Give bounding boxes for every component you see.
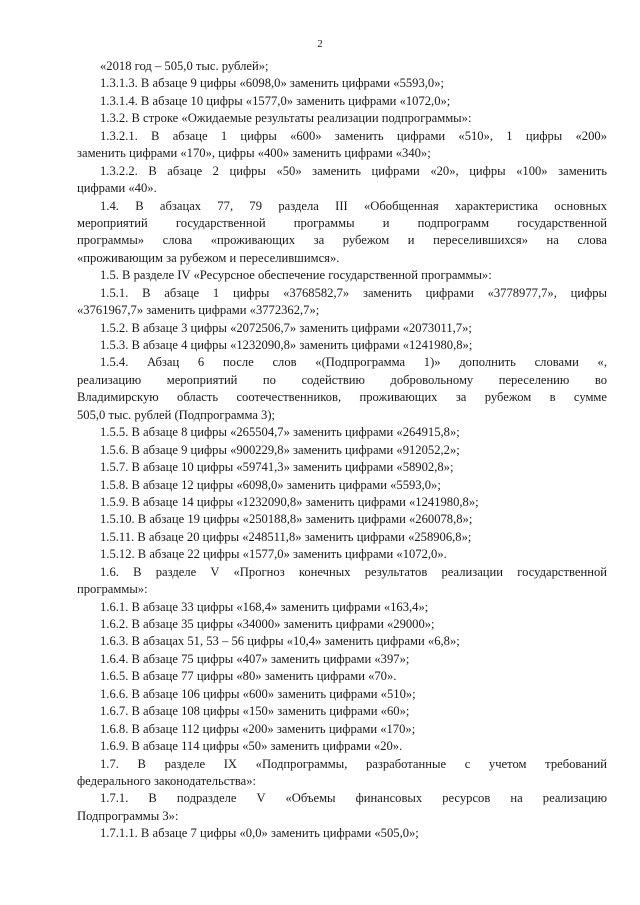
text-line: 1.3.2.1. В абзаце 1 цифры «600» заменить цифрами «510», 1 цифры «200» [100,128,607,143]
text-line: 1.6.6. В абзаце 106 цифры «600» заменить цифрами «510»; [100,686,416,701]
document-body [77,58,607,843]
text-line: 1.4. В абзацах 77, 79 раздела III «Обобщенная характеристика основных [100,198,607,213]
text-line: 1.6.8. В абзаце 112 цифры «200» заменить цифрами «170»; [100,721,416,736]
text-line: мероприятий государственной программы и подпрограмм государственной [77,215,607,230]
text-line: «2018 год – 505,0 тыс. рублей»; [100,59,269,73]
text-line: программы» слова «проживающих за рубежом и переселившихся» на слова [77,233,607,248]
text-line: 1.5.10. В абзаце 19 цифры «250188,8» заменить цифрами «260078,8»; [100,512,473,527]
text-line: цифрами «40». [77,181,157,196]
text-line: 1.6.2. В абзаце 35 цифры «34000» заменить цифрами «29000»; [100,617,435,631]
text-line: федерального законодательства»: [77,773,257,788]
text-line: 1.5.12. В абзаце 22 цифры «1577,0» заменить цифрами «1072,0». [100,547,447,562]
text-line: 1.3.2. В строке «Ожидаемые результаты реализации подпрограммы»: [100,111,472,126]
text-line: 1.5.1. В абзаце 1 цифры «3768582,7» заменить цифрами «3778977,7», цифры [100,285,607,300]
text-line: 1.5.11. В абзаце 20 цифры «248511,8» заменить цифрами «258906,8»; [100,529,472,544]
text-line: «3761967,7» заменить цифрами «3772362,7»; [77,303,320,318]
text-line: Подпрограммы 3»: [77,808,179,823]
text-line: Владимирскую область соотечественников, проживающих за рубежом в сумме [77,390,607,405]
page-number: 2 [317,38,323,50]
text-line: 1.6.3. В абзацах 51, 53 – 56 цифры «10,4» заменить цифрами «6,8»; [100,634,460,649]
text-line: «проживающим за рубежом и переселившимся». [77,250,340,265]
text-line: заменить цифрами «170», цифры «400» заменить цифрами «340»; [77,146,431,161]
text-line: 1.6.1. В абзаце 33 цифры «168,4» заменить цифрами «163,4»; [100,599,429,614]
text-line: 1.7. В разделе IX «Подпрограммы, разработанные с учетом требований [100,756,607,771]
text-line: 1.5.3. В абзаце 4 цифры «1232090,8» заменить цифрами «1241980,8»; [100,338,473,352]
text-line: 1.6.9. В абзаце 114 цифры «50» заменить цифрами «20». [100,739,403,754]
text-line: реализацию мероприятий по содействию добровольному переселению во [77,372,607,387]
text-line: 1.6.5. В абзаце 77 цифры «80» заменить цифрами «70». [100,669,397,684]
text-line: 1.3.1.3. В абзаце 9 цифры «6098,0» заменить цифрами «5593,0»; [100,76,444,91]
text-line: 505,0 тыс. рублей (Подпрограмма 3); [77,407,276,422]
text-line: 1.3.2.2. В абзаце 2 цифры «50» заменить цифрами «20», цифры «100» заменить [100,163,607,178]
text-line: 1.5.5. В абзаце 8 цифры «265504,7» заменить цифрами «264915,8»; [100,425,460,440]
text-line: 1.6. В разделе V «Прогноз конечных результатов реализации государственной [100,564,607,579]
text-line: 1.6.7. В абзаце 108 цифры «150» заменить цифрами «60»; [100,704,410,719]
text-line: 1.5.7. В абзаце 10 цифры «59741,3» заменить цифрами «58902,8»; [100,460,454,475]
text-line: 1.7.1. В подразделе V «Объемы финансовых ресурсов на реализацию [100,791,607,806]
text-line: 1.7.1.1. В абзаце 7 цифры «0,0» заменить цифрами «505,0»; [100,826,419,841]
text-line: 1.5.2. В абзаце 3 цифры «2072506,7» заменить цифрами «2073011,7»; [100,320,472,335]
text-line: 1.6.4. В абзаце 75 цифры «407» заменить цифрами «397»; [100,651,410,666]
text-line: 1.5.8. В абзаце 12 цифры «6098,0» заменить цифрами «5593,0»; [100,477,441,492]
text-line: программы»: [77,582,148,597]
text-line: 1.5.9. В абзаце 14 цифры «1232090,8» заменить цифрами «1241980,8»; [100,494,479,509]
text-line: 1.3.1.4. В абзаце 10 цифры «1577,0» заменить цифрами «1072,0»; [100,93,451,108]
text-line: 1.5.6. В абзаце 9 цифры «900229,8» заменить цифрами «912052,2»; [100,442,460,457]
text-line: 1.5. В разделе IV «Ресурсное обеспечение государственной программы»: [100,268,492,283]
text-line: 1.5.4. Абзац 6 после слов «(Подпрограмма 1)» дополнить словами «, [100,355,607,370]
